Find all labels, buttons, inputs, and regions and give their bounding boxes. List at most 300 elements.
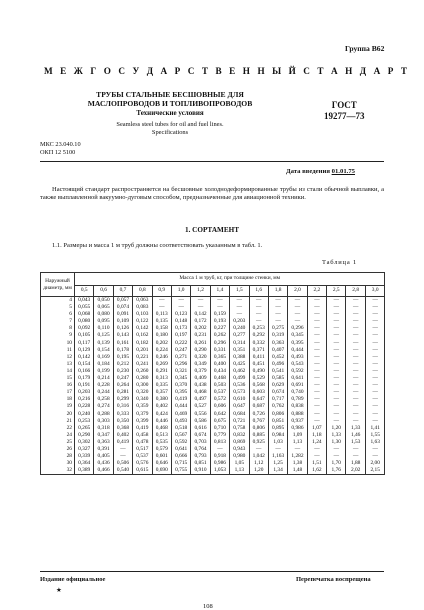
mass-cell: 0,755 <box>171 467 190 475</box>
mass-cell: 0,350 <box>113 418 132 425</box>
mass-cell: 0,363 <box>94 439 113 446</box>
mass-cell: 0,221 <box>133 354 152 361</box>
mass-cell: 1,34 <box>268 467 287 475</box>
mass-cell: — <box>249 297 268 305</box>
diameter-cell: 24 <box>41 432 75 439</box>
page-number: 108 <box>203 603 213 610</box>
mass-cell: 1,24 <box>307 439 326 446</box>
mass-cell: 0,603 <box>249 389 268 396</box>
mass-cell: 0,313 <box>152 375 171 382</box>
mass-cell: 0,332 <box>249 340 268 347</box>
mass-cell: 1,05 <box>230 460 249 467</box>
mass-cell: 0,399 <box>133 418 152 425</box>
mass-cell: 0,380 <box>152 396 171 403</box>
mass-cell: 0,541 <box>268 368 287 375</box>
mass-cell: — <box>152 304 171 311</box>
mass-cell: 1,88 <box>346 460 365 467</box>
mass-cell: — <box>171 304 190 311</box>
table-row <box>41 418 385 425</box>
mass-cell: 1,163 <box>268 453 287 460</box>
mass-cell: 0,178 <box>113 347 132 354</box>
mass-cell: — <box>346 446 365 453</box>
mass-cell: 0,122 <box>133 318 152 325</box>
mass-cell: — <box>365 389 385 396</box>
mass-cell: 0,573 <box>230 389 249 396</box>
table-row <box>41 318 385 325</box>
mass-cell: 0,135 <box>152 318 171 325</box>
thickness-header: 1,0 <box>171 285 190 296</box>
title-line-2: МАСЛОПРОВОДОВ И ТОПЛИВОПРОВОДОВ <box>87 99 253 109</box>
mass-cell: — <box>346 361 365 368</box>
mass-cell: 0,173 <box>171 325 190 332</box>
english-title-line-1: Seamless steel tubes for oil and fuel lines. <box>116 121 224 128</box>
mass-cell: 0,203 <box>75 389 94 396</box>
mass-cell: 0,717 <box>268 396 287 403</box>
mass-cell: 0,647 <box>249 396 268 403</box>
diameter-cell: 22 <box>41 425 75 432</box>
mass-cell: 0,296 <box>210 340 229 347</box>
mass-cell: 1,282 <box>288 453 307 460</box>
mass-cell: 0,166 <box>75 368 94 375</box>
mass-cell: 0,832 <box>230 432 249 439</box>
mass-cell: 0,227 <box>210 325 229 332</box>
mass-cell: 0,690 <box>152 467 171 475</box>
mass-cell: 0,400 <box>210 361 229 368</box>
mass-cell: — <box>191 297 210 305</box>
table-row <box>41 354 385 361</box>
mass-cell: 0,540 <box>113 467 132 475</box>
mass-cell: 0,142 <box>133 325 152 332</box>
table-row <box>41 361 385 368</box>
mass-cell: 0,199 <box>94 368 113 375</box>
mass-cell: 0,365 <box>210 354 229 361</box>
mass-cell: 0,162 <box>133 332 152 339</box>
mass-cell: — <box>346 403 365 410</box>
mass-cell: 0,264 <box>113 382 132 389</box>
mass-cell: 0,851 <box>268 418 287 425</box>
mass-cell: 0,180 <box>152 332 171 339</box>
diameter-cell: 32 <box>41 467 75 475</box>
mass-cell: 0,357 <box>152 389 171 396</box>
mass-cell: — <box>307 347 326 354</box>
diameter-cell: 17 <box>41 389 75 396</box>
diameter-cell: 5 <box>41 304 75 311</box>
mass-cell: — <box>307 318 326 325</box>
mass-cell: 0,813 <box>210 439 229 446</box>
mass-cell: 0,080 <box>94 311 113 318</box>
mass-cell: 0,230 <box>113 368 132 375</box>
mass-cell: 0,292 <box>249 332 268 339</box>
diameter-cell: 12 <box>41 354 75 361</box>
mass-cell: 0,419 <box>113 439 132 446</box>
mass-cell: 0,158 <box>152 325 171 332</box>
mass-cell: — <box>268 318 287 325</box>
mass-cell: 0,674 <box>268 389 287 396</box>
mass-cell: 0,513 <box>152 432 171 439</box>
thickness-header: 1,5 <box>230 285 249 296</box>
mass-cell: 2,02 <box>346 467 365 475</box>
mass-cell: — <box>307 361 326 368</box>
mass-cell: 0,943 <box>230 446 249 453</box>
mass-cell: 0,451 <box>249 361 268 368</box>
official-edition-label: Издание официальное <box>40 576 106 583</box>
mass-cell: 0,335 <box>152 382 171 389</box>
mass-cell: — <box>327 411 346 418</box>
mass-cell: 0,224 <box>152 347 171 354</box>
mass-cell: 0,370 <box>171 382 190 389</box>
mass-cell: 0,407 <box>268 347 287 354</box>
mass-cell: 1,48 <box>288 467 307 475</box>
mass-cell: 1,51 <box>307 460 326 467</box>
table-row <box>41 375 385 382</box>
mass-cell: — <box>268 446 287 453</box>
thickness-header: 3,0 <box>365 285 385 296</box>
mass-cell: 1,46 <box>346 432 365 439</box>
mass-cell: 0,253 <box>75 418 94 425</box>
mass-cell: 0,444 <box>288 347 307 354</box>
mass-cell: 0,364 <box>75 460 94 467</box>
table-row <box>41 332 385 339</box>
header-divider <box>40 161 384 162</box>
mass-cell: 0,296 <box>171 361 190 368</box>
mass-cell: — <box>327 389 346 396</box>
mass-cell: — <box>307 311 326 318</box>
mass-cell: 0,339 <box>75 453 94 460</box>
mass-cell: — <box>346 368 365 375</box>
mass-cell: 0,302 <box>75 439 94 446</box>
table-row <box>41 411 385 418</box>
section-title: 1. СОРТАМЕНТ <box>184 226 240 234</box>
mass-cell: 0,320 <box>133 389 152 396</box>
table-row <box>41 325 385 332</box>
mass-cell: 0,247 <box>171 347 190 354</box>
mass-cell: 0,610 <box>230 396 249 403</box>
mass-cell: — <box>249 318 268 325</box>
mass-cell: 0,629 <box>268 382 287 389</box>
mass-cell: — <box>327 396 346 403</box>
mass-cell: 0,615 <box>133 467 152 475</box>
mass-cell: 0,148 <box>171 318 190 325</box>
mass-cell: 0,253 <box>249 325 268 332</box>
mass-cell: 0,405 <box>94 453 113 460</box>
english-title <box>60 121 280 138</box>
mass-cell: 0,646 <box>152 460 171 467</box>
diameter-cell: 25 <box>41 439 75 446</box>
mass-cell: — <box>365 396 385 403</box>
mass-cell: — <box>365 325 385 332</box>
footer-divider <box>40 571 384 572</box>
mass-cell: 0,838 <box>288 403 307 410</box>
mass-cell: 0,191 <box>75 382 94 389</box>
table-row <box>41 467 385 475</box>
mass-cell: 0,986 <box>288 425 307 432</box>
mass-cell: 0,506 <box>113 460 132 467</box>
mass-cell: 0,246 <box>152 354 171 361</box>
mass-cell: — <box>346 389 365 396</box>
mass-cell: 0,937 <box>288 418 307 425</box>
mass-cell: 0,320 <box>191 354 210 361</box>
mass-cell: 1,03 <box>268 439 287 446</box>
mass-cell: 1,70 <box>327 460 346 467</box>
mass-cell: — <box>249 304 268 311</box>
diameter-cell: 13 <box>41 361 75 368</box>
mass-cell: — <box>365 418 385 425</box>
mass-cell: — <box>365 311 385 318</box>
mass-cell: 0,247 <box>113 375 132 382</box>
mass-cell: — <box>327 347 346 354</box>
mass-cell: 0,202 <box>191 325 210 332</box>
mass-cell: 1,20 <box>249 467 268 475</box>
mass-cell: — <box>346 297 365 305</box>
mass-cell: 0,556 <box>191 411 210 418</box>
mass-cell: 0,586 <box>191 418 210 425</box>
mass-cell: — <box>210 297 229 305</box>
mass-cell: — <box>365 347 385 354</box>
mass-cell: 0,458 <box>133 432 152 439</box>
mass-cell: 0,195 <box>113 354 132 361</box>
mass-cell: 0,715 <box>171 460 190 467</box>
assortment-table <box>40 272 385 475</box>
table-row <box>41 368 385 375</box>
mass-cell: — <box>268 297 287 305</box>
mass-cell: 0,517 <box>133 446 152 453</box>
mass-cell: 0,080 <box>75 318 94 325</box>
mass-cell: 0,391 <box>94 446 113 453</box>
mass-cell: 1,62 <box>307 467 326 475</box>
mass-cell: 0,139 <box>94 340 113 347</box>
mass-cell: 0,331 <box>210 347 229 354</box>
mass-cell: 1,33 <box>346 425 365 432</box>
mass-cell: — <box>346 325 365 332</box>
mass-cell: 0,434 <box>210 368 229 375</box>
mass-cell: 0,161 <box>113 340 132 347</box>
table-row <box>41 340 385 347</box>
mass-cell: 0,576 <box>133 460 152 467</box>
mass-cell: 0,277 <box>230 332 249 339</box>
mass-cell: 0,316 <box>113 403 132 410</box>
mass-cell: — <box>365 354 385 361</box>
mass-cell: — <box>327 354 346 361</box>
mass-cell: — <box>307 453 326 460</box>
mass-cell: — <box>346 304 365 311</box>
mass-cell: 1,33 <box>327 432 346 439</box>
mass-cell: 2,00 <box>365 460 385 467</box>
star-mark: ★ <box>56 587 62 594</box>
mass-cell: 0,275 <box>268 325 287 332</box>
mass-cell: 0,241 <box>133 361 152 368</box>
mass-cell: 0,592 <box>288 368 307 375</box>
mass-cell: — <box>230 304 249 311</box>
mass-cell: — <box>365 340 385 347</box>
mass-cell: 0,389 <box>75 467 94 475</box>
mass-cell: 0,109 <box>113 318 132 325</box>
mass-cell: — <box>365 318 385 325</box>
mass-cell: — <box>365 368 385 375</box>
mass-cell: 0,240 <box>75 411 94 418</box>
mass-cell: 0,296 <box>288 325 307 332</box>
mass-cell: — <box>327 340 346 347</box>
mass-cell: 0,172 <box>191 318 210 325</box>
mass-cell: 0,363 <box>268 340 287 347</box>
mass-cell: 0,129 <box>75 347 94 354</box>
mass-cell: 0,536 <box>230 382 249 389</box>
mass-cell: 0,092 <box>75 325 94 332</box>
table-row <box>41 432 385 439</box>
mass-cell: 1,053 <box>210 467 229 475</box>
mass-cell: — <box>288 304 307 311</box>
thickness-header: 1,4 <box>210 285 229 296</box>
mass-cell: 0,793 <box>191 453 210 460</box>
diameter-cell: 28 <box>41 453 75 460</box>
mass-cell: — <box>307 340 326 347</box>
table-row <box>41 453 385 460</box>
mass-cell: 0,572 <box>210 396 229 403</box>
diameter-cell: 16 <box>41 382 75 389</box>
mass-cell: 1,12 <box>249 460 268 467</box>
standard-subtitle: Технические условия <box>136 109 204 117</box>
mass-cell: 0,125 <box>94 332 113 339</box>
mass-cell: 0,202 <box>152 340 171 347</box>
mass-cell: — <box>365 297 385 305</box>
mass-cell: 0,592 <box>171 439 190 446</box>
mass-cell: 0,214 <box>94 375 113 382</box>
mass-cell: 0,113 <box>152 311 171 318</box>
mass-cell: 1,30 <box>327 439 346 446</box>
mass-cell: 0,436 <box>94 460 113 467</box>
mass-cell: 0,043 <box>75 297 94 305</box>
mass-cell: — <box>365 375 385 382</box>
mass-cell: 0,478 <box>133 439 152 446</box>
mass-cell: 1,63 <box>365 439 385 446</box>
mass-cell: 0,333 <box>113 411 132 418</box>
mass-cell: 0,288 <box>94 411 113 418</box>
mass-cell: 1,042 <box>249 453 268 460</box>
mass-cell: 0,642 <box>210 411 229 418</box>
diameter-cell: 4 <box>41 297 75 305</box>
mass-cell: — <box>365 382 385 389</box>
mass-cell: 0,641 <box>171 446 190 453</box>
mass-cell: 0,110 <box>94 325 113 332</box>
mass-cell: 1,13 <box>288 439 307 446</box>
mass-cell: 0,290 <box>191 347 210 354</box>
mass-cell: 0,452 <box>268 354 287 361</box>
mass-cell: 0,806 <box>268 411 287 418</box>
mass-cell: 0,260 <box>133 368 152 375</box>
mass-cell: 0,641 <box>288 375 307 382</box>
mass-cell: 0,123 <box>171 311 190 318</box>
group-code: Группа В62 <box>345 44 385 53</box>
mass-cell: 0,271 <box>171 354 190 361</box>
mass-cell: 0,490 <box>249 368 268 375</box>
table-row <box>41 311 385 318</box>
mass-cell: 0,543 <box>288 361 307 368</box>
mass-cell: 0,918 <box>210 453 229 460</box>
mass-cell: 0,068 <box>75 311 94 318</box>
mks-code: МКС 23.040.10 <box>40 141 81 148</box>
mass-cell: 0,395 <box>171 389 190 396</box>
mass-cell: 0,537 <box>133 453 152 460</box>
table-row <box>41 460 385 467</box>
mass-cell: 0,740 <box>288 389 307 396</box>
mass-cell: 1,18 <box>307 432 326 439</box>
mass-cell: 0,379 <box>191 368 210 375</box>
mass-cell: 0,184 <box>94 361 113 368</box>
mass-cell: — <box>327 446 346 453</box>
mass-cell: 0,444 <box>171 403 190 410</box>
mass-cell: — <box>327 325 346 332</box>
mass-cell: — <box>365 361 385 368</box>
table-body <box>41 297 385 475</box>
effective-date <box>286 168 355 175</box>
mass-cell: 0,468 <box>152 425 171 432</box>
gost-label: ГОСТ <box>331 100 357 110</box>
mass-cell: 0,244 <box>94 389 113 396</box>
mass-cell: 0,154 <box>94 347 113 354</box>
mass-cell: — <box>327 368 346 375</box>
mass-cell: 0,851 <box>191 460 210 467</box>
mass-cell: 0,105 <box>75 332 94 339</box>
mass-cell: — <box>365 453 385 460</box>
mass-cell: 0,142 <box>191 311 210 318</box>
mass-cell: 0,684 <box>230 411 249 418</box>
diameter-cell: 21 <box>41 418 75 425</box>
mass-cell: — <box>327 375 346 382</box>
diameter-cell: 6 <box>41 311 75 318</box>
thickness-header-row <box>41 285 385 296</box>
diameter-cell: 15 <box>41 375 75 382</box>
mass-cell: 0,395 <box>288 340 307 347</box>
mass-cell: 0,055 <box>75 304 94 311</box>
mass-cell: — <box>268 304 287 311</box>
mass-cell: 0,986 <box>210 460 229 467</box>
mass-cell: — <box>327 418 346 425</box>
mass-cell: 0,371 <box>249 347 268 354</box>
mass-cell: 0,212 <box>113 361 132 368</box>
mass-cell: — <box>113 446 132 453</box>
mass-cell: — <box>327 304 346 311</box>
mass-cell: 0,319 <box>268 332 287 339</box>
mass-cell: 0,888 <box>288 411 307 418</box>
mass-cell: 0,764 <box>191 446 210 453</box>
mass-cell: 1,53 <box>346 439 365 446</box>
mass-cell: — <box>365 446 385 453</box>
mass-cell: 0,280 <box>133 375 152 382</box>
mass-cell: — <box>346 418 365 425</box>
thickness-header: 0,9 <box>152 285 171 296</box>
mass-cell: — <box>346 396 365 403</box>
mass-cell: 0,201 <box>133 347 152 354</box>
standard-title <box>60 90 280 109</box>
diameter-header: Наружный диаметр, мм <box>41 273 75 297</box>
mass-cell: 0,314 <box>230 340 249 347</box>
table-row <box>41 347 385 354</box>
mass-cell: 0,258 <box>94 396 113 403</box>
mass-cell: 0,789 <box>288 396 307 403</box>
mass-cell: 1,09 <box>288 432 307 439</box>
mass-cell: 0,703 <box>191 439 210 446</box>
mass-cell: 1,55 <box>365 432 385 439</box>
thickness-header: 0,6 <box>94 285 113 296</box>
mass-cell: — <box>288 446 307 453</box>
gost-designation <box>324 100 365 122</box>
mass-cell: — <box>230 311 249 318</box>
mass-cell: 0,579 <box>152 446 171 453</box>
mass-cell: 0,885 <box>249 432 268 439</box>
mass-cell: 0,687 <box>249 403 268 410</box>
diameter-cell: 14 <box>41 368 75 375</box>
mass-cell: 0,984 <box>268 432 287 439</box>
table-row <box>41 439 385 446</box>
